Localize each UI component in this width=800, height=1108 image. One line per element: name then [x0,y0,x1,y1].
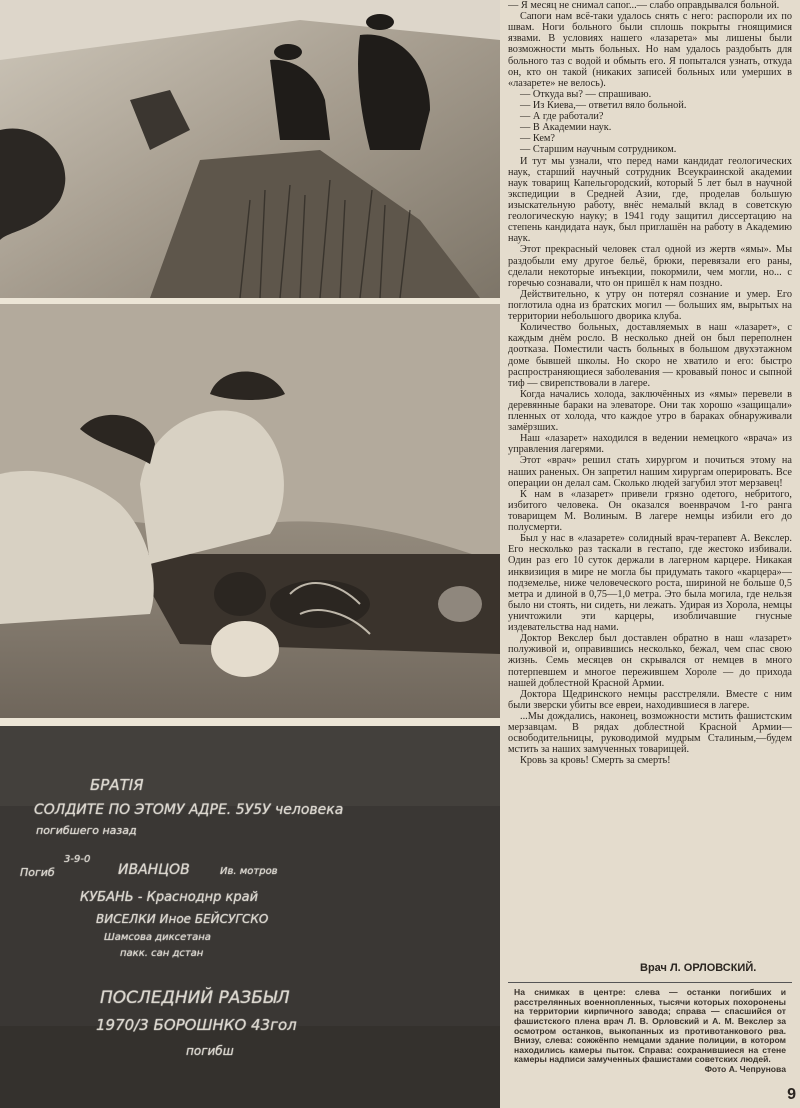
article-paragraph: Этот «врач» решил стать хирургом и почиться этому на наших раненых. Он запретил нашим хирургам оперировать. Все операции он делал сам. Сколько людей загубил этот мерзавец! [508,455,792,489]
photo-wall-inscriptions [0,726,500,1108]
article-paragraph: Был у нас в «лазарете» солидный врач-терапевт А. Векслер. Его несколько раз таскали в гестапо, где жестоко избивали. Один раз его 10 суток держали в лагерном карцере. Никакая инквизиция в мире не могла бы придумать такого «карцера»— подземелье, ниже человеческого роста, шириной не больше 0,5 метра и длиной в 0,75—1,0 метра. Это была могила, где нельзя было ни стоять, ни сидеть, ни лежать. Удирая из Хорола, немцы уничтожили эти карцеры, изобличавшие гнусные издевательства над нами. [508,533,792,634]
photo-credit: Фото А. Чепрунова [704,1064,786,1074]
article-paragraph: К нам в «лазарет» привели грязно одетого, небритого, избитого человека. Он оказался военврачом 1-го ранга товарищем М. Волиным. В лагере немцы избили его до полусмерти. [508,488,792,534]
article-paragraph: Кровь за кровь! Смерть за смерть! [520,755,671,767]
article-paragraph: Действительно, к утру он потерял сознание и умер. Его поглотила одна из братских могил — больших ям, вырытых на территории небольшого дворика клуба. [508,288,792,323]
article-paragraph: Количество больных, доставляемых в наш «лазарет», с каждым днём росло. В несколько дней он был переполнен доотказа. Поместили часть больных в большом двухэтажном доме бывшей школы. Но скоро не хватило и его: быстро распространяющиеся заболевания — кровавый понос и сыпной тиф — свирепствовали в лагере. [508,322,792,389]
photo-caption [514,988,786,1075]
wall-line: ВИСЕЛКИ Иное БЕЙСУГСКО [96,912,269,926]
wall-line: БРАТIЯ [90,776,144,794]
wall-line: СОЛДИТЕ ПО ЭТОМУ АДРЕ. 5У5У человека [34,802,344,818]
wall-line: 3-9-0 [64,854,91,865]
article-paragraph: Доктора Щедринского немцы расстреляли. Вместе с ним были зверски убиты все евреи, находившиеся в лагере. [508,688,792,711]
article-paragraph: — Я месяц не снимал сапог...— слабо оправдывался больной. [508,0,780,11]
article-body [508,0,792,975]
wall-line: КУБАНЬ - Красноднр край [80,890,259,905]
caption-rule [508,982,792,983]
photo-excavation-field [0,0,500,298]
wall-line: погибшего назад [36,824,137,837]
article-paragraph: Наш «лазарет» находился в ведении немецкого «врача» из управления лагерями. [508,433,792,456]
wall-line: Ив. мотров [220,866,278,877]
wall-line: пакк. сан дстан [120,948,204,959]
page-number: 9 [787,1086,796,1103]
wall-line: ПОСЛЕДНИЙ РАЗБЫЛ [100,988,290,1008]
caption-text: На снимках в центре: слева — останки погибших и расстрелянных военнопленных, тысячи которых похоронены на территории кирпичного завода; справа — спасшийся от фашистского плена врач Л. В. Орловский и А. М. Векслер за осмотром останков, выкопанных из противотанкового рва. Внизу, слева: сожжёнпо немцами здание полиции, в котором находились камеры пыток. Справа: сохранившиеся на стене камеры надписи замученных фашистами советских людей. [514,987,786,1065]
article-paragraph: Этот прекрасный человек стал одной из жертв «ямы». Мы раздобыли ему другое бельё, брюки, перевязали его раны, сделали некоторые инъекции, покормили, чем могли, но... с горечью сознавали, что он пришёл к нам поздно. [508,244,792,289]
article-paragraph: Доктор Векслер был доставлен обратно в наш «лазарет» полуживой и, оправившись несколько, бежал, чем спас свою жизнь. Семь месяцев он скрывался от немцев в много потерпевшем и многое пережившем Хороле — до прихода нашей доблестной Красной Армии. [508,633,792,689]
article-paragraph: — А где работали? [520,111,604,123]
wall-line: ИВАНЦОВ [118,862,190,878]
article-paragraph: Сапоги нам всё-таки удалось снять с него: распороли их по швам. Ноги больного были сплошь покрыты гноящимися язвами. В условиях нашего «лазарета» мы лишены были возможности мыть больных. Но нам удалось раздобыть для больного таз с водой и обмыть его. Я попытался узнать, откуда он, кто он такой (никаких записей больных или умерших в «лазарете» не велось). [508,11,792,89]
article-paragraph: И тут мы узнали, что перед нами кандидат геологических наук, старший научный сотрудник Всеукраинской академии наук товарищ Капельгородский, который 5 лет был в научной экспедиции в Средней Азии, где, проделав большую изыскательную работу, внёс немалый вклад в советскую геологическую науку; в 1941 году защитил диссертацию на степень кандидата наук, был приглашён на работу в Академию наук. [508,155,792,245]
article-paragraph: — Кем? [520,133,556,145]
article-paragraph: Когда начались холода, заключённых из «ямы» перевели в деревянные бараки на элеваторе. Они так хорошо «защищали» пленных от холода, что каждое утро в бараках обнаруживали замёрзших. [508,388,792,434]
article-signature: Врач Л. ОРЛОВСКИЙ. [640,962,757,974]
photo-doctors-examining [0,304,500,718]
wall-line: 1970/3 БОРОШНКО 43гол [96,1016,297,1034]
article-paragraph: — В Академии наук. [520,122,612,134]
wall-line: погибш [186,1044,234,1058]
article-paragraph: — Из Киева,— ответил вяло больной. [520,99,687,111]
photo-divider [0,718,500,726]
wall-line: Погиб [20,866,55,879]
wall-line: Шамсова диксетана [104,932,211,943]
article-paragraph: — Откуда вы? — спрашиваю. [520,88,652,100]
article-paragraph: — Старшим научным сотрудником. [520,144,677,156]
article-paragraph: ...Мы дождались, наконец, возможности мстить фашистским мерзавцам. В рядах доблестной Красной Армии—освободительницы, руководимой мудрым Сталиным,—будем мстить за наших замученных товарищей. [508,711,792,756]
